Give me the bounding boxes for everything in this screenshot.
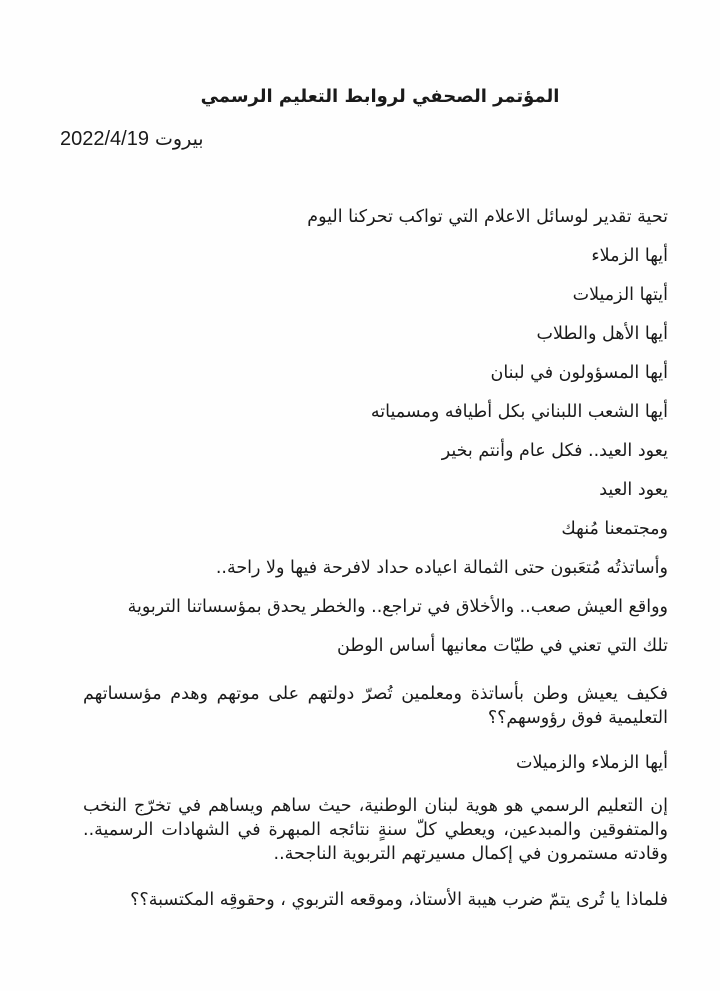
society-exhausted: ومجتمعنا مُنهك <box>561 519 668 539</box>
address-colleagues-both: أيها الزملاء والزميلات <box>515 753 668 773</box>
address-officials: أيها المسؤولون في لبنان <box>490 363 668 383</box>
address-colleagues-male: أيها الزملاء <box>591 246 668 266</box>
paragraph-how-nation-lives: فكيف يعيش وطن بأساتذة ومعلمين تُصرّ دولتهم على موتهم وهدم مؤسساتهم التعليمية فوق رؤوسهم؟؟ <box>83 684 668 728</box>
address-colleagues-female: أيتها الزميلات <box>572 285 668 305</box>
place-label: بيروت <box>155 128 204 150</box>
address-people: أيها الشعب اللبناني بكل أطيافه ومسمياته <box>370 402 668 422</box>
foundation-of-nation: تلك التي تعني في طيّات معانيها أساس الوطن <box>337 636 668 656</box>
teachers-exhausted: وأساتذتُه مُتعَبون حتى الثمالة اعياده حداد لافرحة فيها ولا راحة.. <box>215 558 668 578</box>
eid-greeting: يعود العيد.. فكل عام وأنتم بخير <box>441 441 668 461</box>
eid-returns: يعود العيد <box>599 480 668 500</box>
living-reality: وواقع العيش صعب.. والأخلاق في تراجع.. والخطر يحدق بمؤسساتنا التربوية <box>127 597 668 617</box>
date-label: 2022/4/19 <box>60 128 149 150</box>
greeting-media: تحية تقدير لوسائل الاعلام التي تواكب تحركنا اليوم <box>307 207 668 227</box>
address-parents-students: أيها الأهل والطلاب <box>536 324 668 344</box>
document-title: المؤتمر الصحفي لروابط التعليم الرسمي <box>200 86 560 107</box>
final-question: فلماذا يا تُرى يتمّ ضرب هيبة الأستاذ، وموقعه التربوي ، وحقوقِه المكتسبة؟؟ <box>130 890 668 910</box>
paragraph-official-education: إن التعليم الرسمي هو هوية لبنان الوطنية، حيث ساهم ويساهم في تخرّج النخب والمتفوقين والمبدعين، ويعطي كلّ سنةٍ نتائجه المبهرة في الشهادات الرسمية.. وقادته مستمرون في إكمال مسيرتهم التربوية الناجحة.. <box>83 796 668 864</box>
place-date-line <box>60 126 204 152</box>
